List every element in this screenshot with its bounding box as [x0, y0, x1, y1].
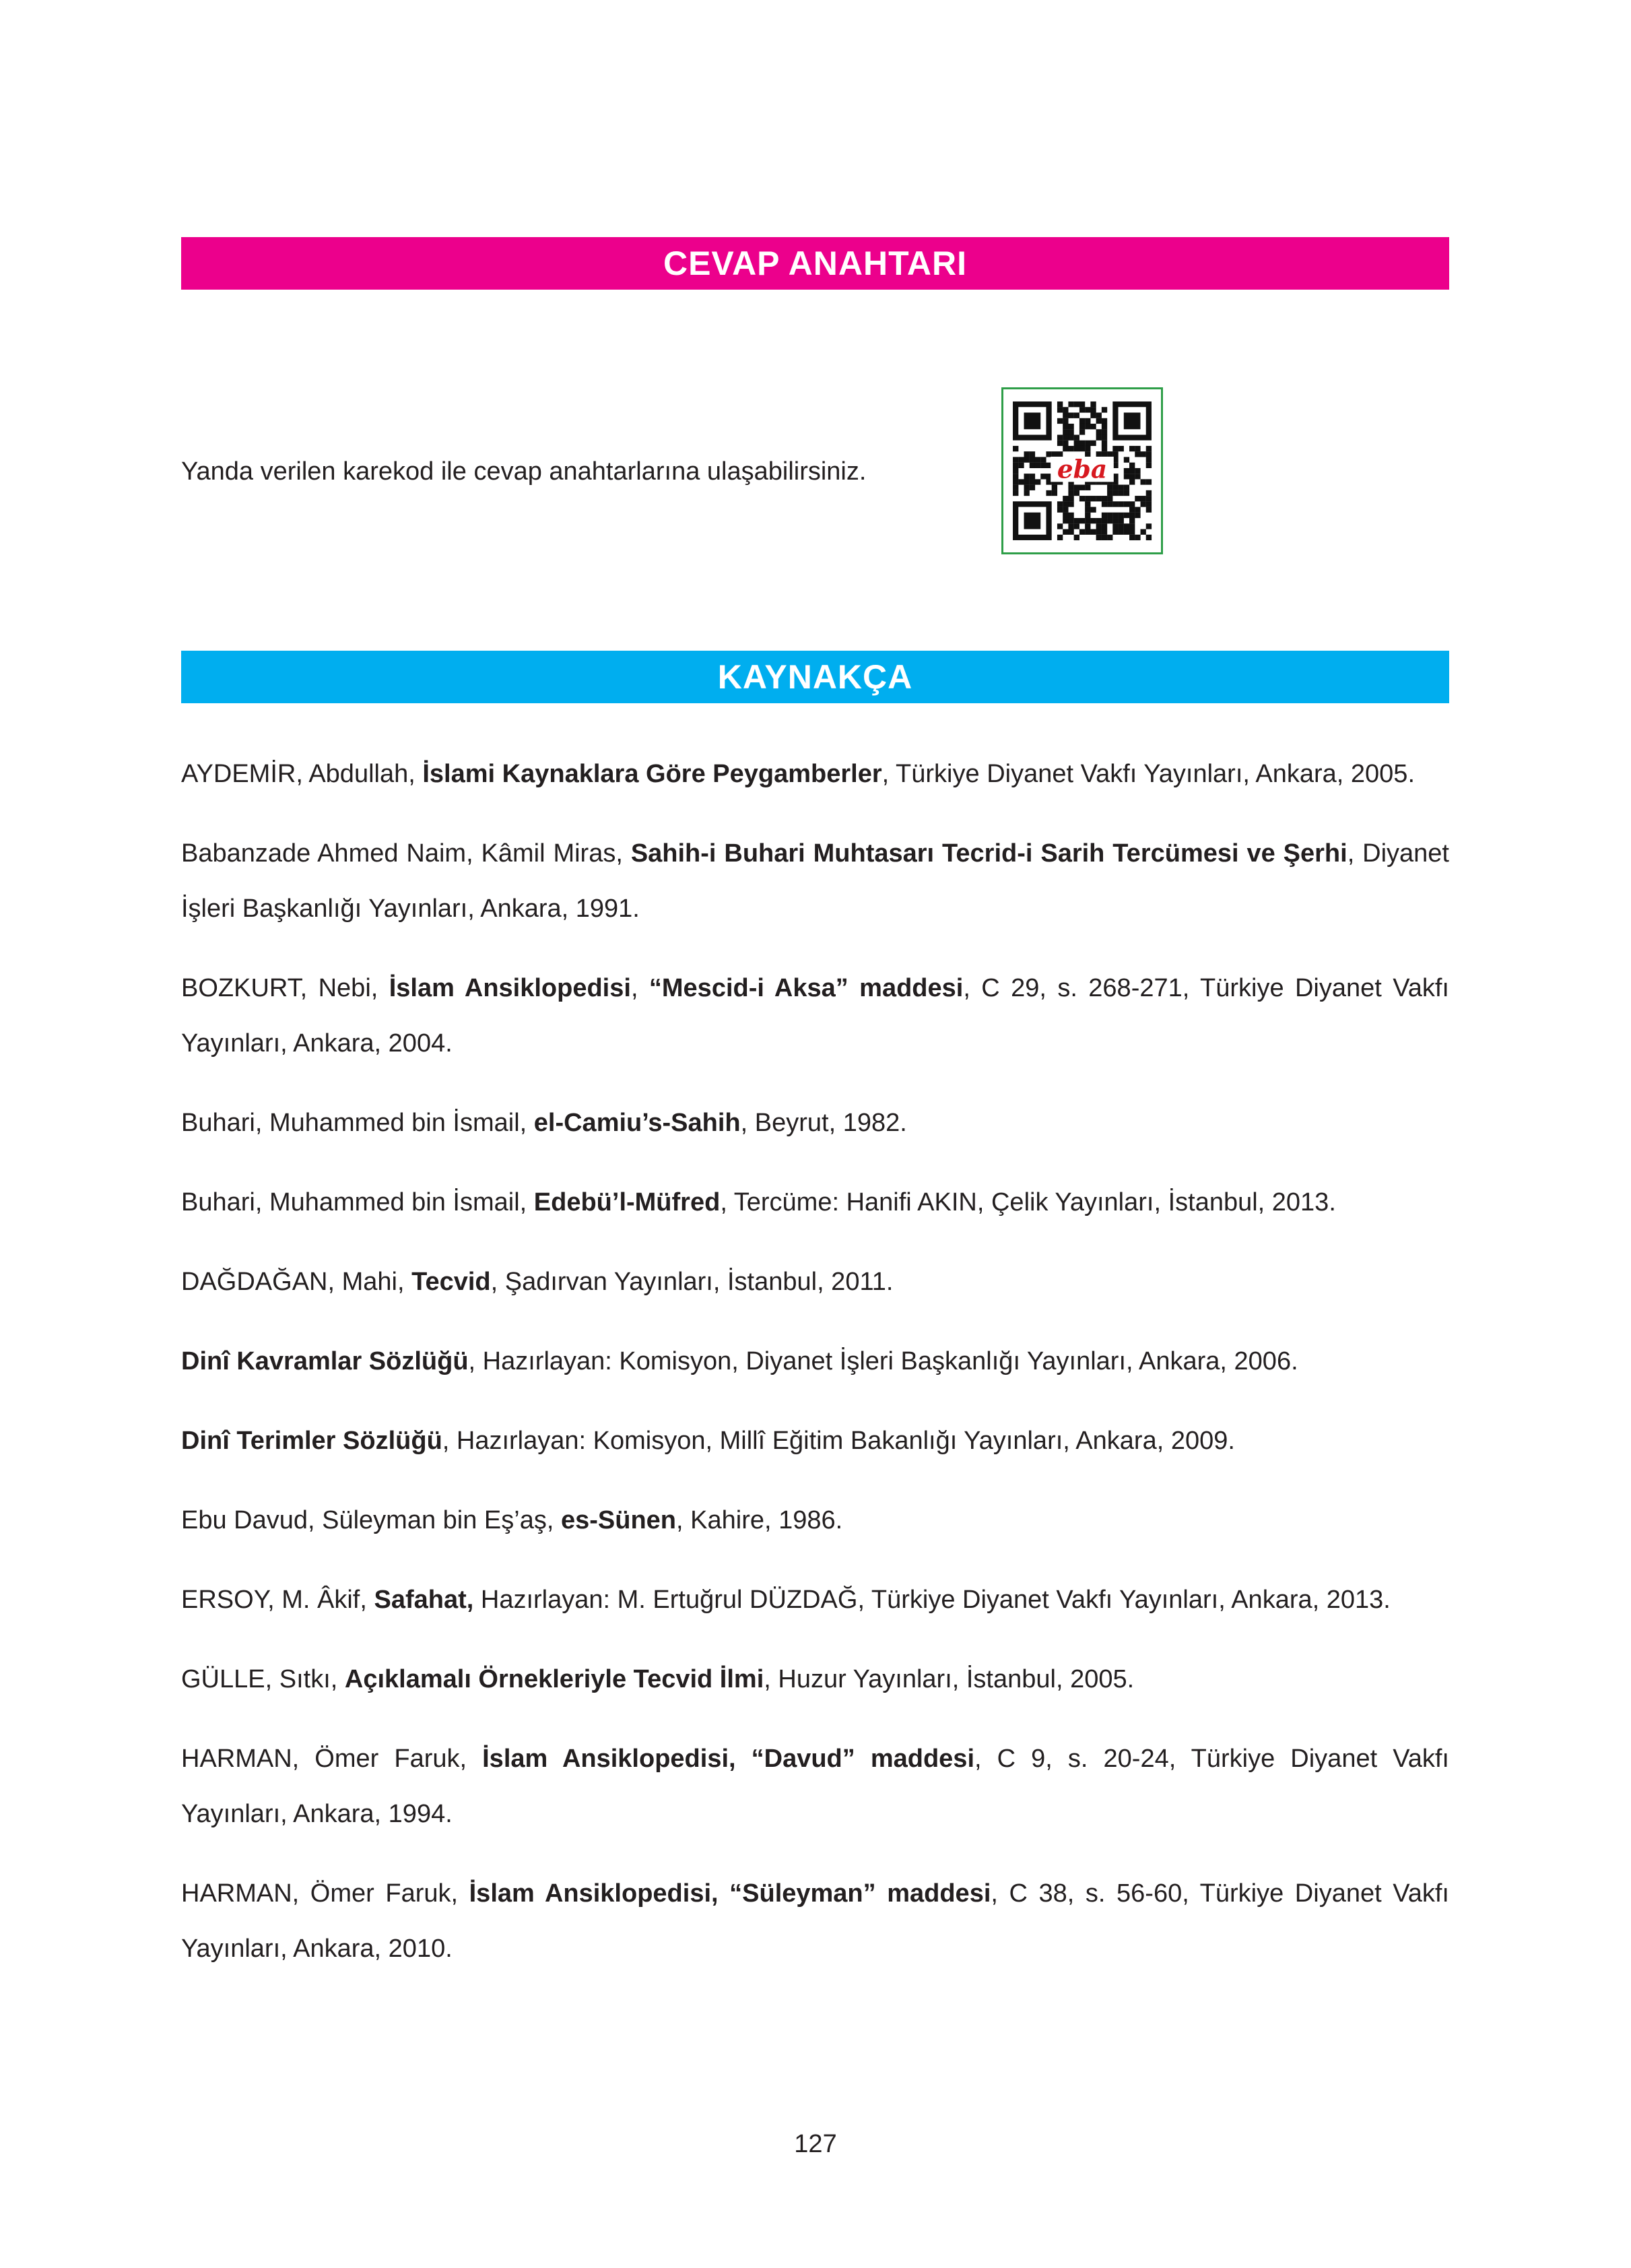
- entry-text: , Türkiye Diyanet Vakfı Yayınları, Ankara, 2005.: [881, 760, 1416, 788]
- bibliography-entry: [181, 826, 1449, 936]
- entry-title: Açıklamalı Örnekleriyle Tecvid İlmi: [344, 1665, 764, 1693]
- entry-text: Hazırlayan: M. Ertuğrul DÜZDAĞ, Türkiye Diyanet Vakfı Yayınları, Ankara, 2013.: [473, 1586, 1391, 1614]
- entry-text: Ebu Davud, Süleyman bin Eş’aş,: [181, 1506, 561, 1534]
- answer-key-heading: CEVAP ANAHTARI: [181, 237, 1449, 290]
- bibliography-entry: [181, 1175, 1449, 1230]
- bibliography-entry: [181, 1652, 1449, 1707]
- entry-title: İslam Ansiklopedisi, “Davud” maddesi: [482, 1745, 975, 1773]
- entry-text: , Diyanet İşleri Başkanlığı Yayınları, Ankara, 1991.: [181, 839, 1449, 923]
- entry-title: İslami Kaynaklara Göre Peygamberler: [422, 760, 882, 788]
- bibliography-list: [181, 746, 1449, 2001]
- qr-code-icon[interactable]: [1001, 387, 1163, 554]
- bibliography-entry: [181, 1731, 1449, 1842]
- bibliography-entry: [181, 1572, 1449, 1627]
- bibliography-entry: [181, 961, 1449, 1071]
- entry-text: , Kahire, 1986.: [676, 1506, 843, 1534]
- entry-text: , Hazırlayan: Komisyon, Diyanet İşleri Başkanlığı Yayınları, Ankara, 2006.: [468, 1347, 1298, 1375]
- entry-title: Tecvid: [411, 1268, 491, 1296]
- entry-text: , C 29, s. 268-271, Türkiye Diyanet Vakfı Yayınları, Ankara, 2004.: [181, 974, 1449, 1058]
- eba-logo: eba: [1057, 454, 1108, 484]
- bibliography-entry: [181, 746, 1449, 802]
- entry-text: ,: [630, 974, 649, 1002]
- entry-text: BOZKURT, Nebi,: [181, 974, 389, 1002]
- entry-title: Sahih-i Buhari Muhtasarı Tecrid-i Sarih Tercümesi ve Şerhi: [630, 839, 1347, 868]
- entry-text: GÜLLE, Sıtkı,: [181, 1665, 345, 1693]
- entry-text: HARMAN, Ömer Faruk,: [181, 1745, 483, 1773]
- entry-title: es-Sünen: [560, 1506, 677, 1534]
- page-number: 127: [794, 2130, 837, 2158]
- entry-title: Dinî Terimler Sözlüğü: [181, 1427, 442, 1455]
- entry-title: Dinî Kavramlar Sözlüğü: [181, 1347, 469, 1375]
- bibliography-entry: [181, 1095, 1449, 1151]
- qr-instruction-text: Yanda verilen karekod ile cevap anahtarlarına ulaşabilirsiniz.: [181, 457, 867, 486]
- bibliography-entry: [181, 1334, 1449, 1389]
- entry-text: , C 38, s. 56-60, Türkiye Diyanet Vakfı Yayınları, Ankara, 2010.: [181, 1879, 1449, 1963]
- entry-text: Babanzade Ahmed Naim, Kâmil Miras,: [181, 839, 631, 868]
- entry-text: HARMAN, Ömer Faruk,: [181, 1879, 469, 1908]
- entry-title: el-Camiu’s-Sahih: [533, 1109, 741, 1137]
- entry-title: “Mescid-i Aksa” maddesi: [648, 974, 964, 1002]
- entry-text: Buhari, Muhammed bin İsmail,: [181, 1109, 534, 1137]
- entry-text: , Beyrut, 1982.: [740, 1109, 907, 1137]
- bibliography-heading: KAYNAKÇA: [181, 651, 1449, 703]
- entry-title: Edebü’l-Müfred: [533, 1188, 721, 1217]
- bibliography-entry: [181, 1866, 1449, 1976]
- entry-title: Safahat,: [374, 1586, 474, 1614]
- entry-title: İslam Ansiklopedisi, “Süleyman” maddesi: [469, 1879, 991, 1908]
- entry-text: Buhari, Muhammed bin İsmail,: [181, 1188, 534, 1217]
- bibliography-entry: [181, 1493, 1449, 1548]
- bibliography-entry: [181, 1413, 1449, 1468]
- entry-text: , Huzur Yayınları, İstanbul, 2005.: [764, 1665, 1135, 1693]
- entry-text: DAĞDAĞAN, Mahi,: [181, 1268, 412, 1296]
- entry-text: , Şadırvan Yayınları, İstanbul, 2011.: [490, 1268, 894, 1296]
- entry-title: İslam Ansiklopedisi: [389, 974, 631, 1002]
- entry-text: , C 9, s. 20-24, Türkiye Diyanet Vakfı Yayınları, Ankara, 1994.: [181, 1745, 1449, 1828]
- entry-text: AYDEMİR, Abdullah,: [181, 760, 423, 788]
- entry-text: , Hazırlayan: Komisyon, Millî Eğitim Bakanlığı Yayınları, Ankara, 2009.: [442, 1427, 1235, 1455]
- entry-text: , Tercüme: Hanifi AKIN, Çelik Yayınları, İstanbul, 2013.: [720, 1188, 1336, 1217]
- bibliography-entry: [181, 1254, 1449, 1309]
- entry-text: ERSOY, M. Âkif,: [181, 1586, 374, 1614]
